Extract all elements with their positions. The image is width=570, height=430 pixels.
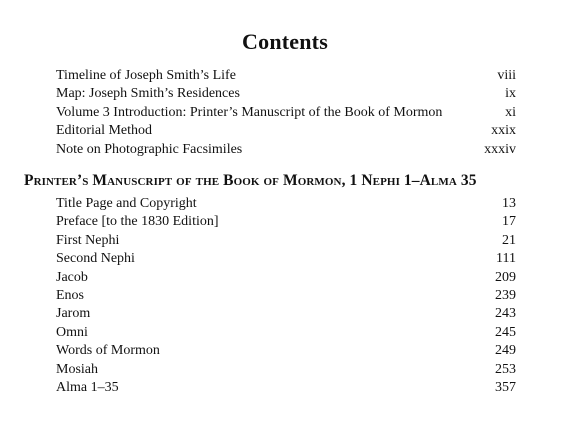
toc-entry-label: Mosiah [56, 361, 98, 377]
toc-entry-page: 209 [495, 269, 516, 285]
toc-entry-page: 13 [502, 196, 516, 211]
toc-entry-jacob[interactable] [56, 269, 516, 287]
toc-entry-label: Enos [56, 287, 84, 303]
toc-entry-mosiah[interactable] [56, 361, 516, 379]
toc-entry-jarom[interactable] [56, 305, 516, 323]
section-entry-list [56, 195, 516, 397]
toc-entry-label: Second Nephi [56, 251, 135, 267]
front-matter-list [56, 67, 516, 159]
toc-entry-label: Omni [56, 324, 88, 340]
toc-entry-label: First Nephi [56, 232, 120, 248]
toc-entry-timeline[interactable] [56, 67, 516, 85]
toc-entry-introduction[interactable] [56, 104, 516, 122]
toc-entry-page: xxxiv [484, 141, 516, 157]
toc-entry-alma[interactable] [56, 379, 516, 397]
toc-entry-label: Words of Mormon [56, 343, 160, 359]
section-heading: Printer’s Manuscript of the Book of Mormon, 1 Nephi 1–Alma 35 [24, 172, 477, 189]
toc-entry-page: xxix [491, 123, 516, 139]
toc-entry-label: Map: Joseph Smith’s Residences [56, 86, 240, 102]
toc-entry-title-page[interactable] [56, 195, 516, 213]
toc-entry-map[interactable] [56, 85, 516, 103]
toc-entry-page: viii [497, 68, 516, 83]
toc-entry-page: 17 [502, 214, 516, 230]
toc-entry-page: xi [505, 104, 516, 120]
toc-entry-label: Jacob [56, 269, 88, 285]
toc-entry-words-of-mormon[interactable] [56, 342, 516, 360]
toc-entry-page: 249 [495, 343, 516, 359]
toc-entry-omni[interactable] [56, 324, 516, 342]
toc-entry-label: Note on Photographic Facsimiles [56, 141, 243, 157]
toc-entry-label: Volume 3 Introduction: Printer’s Manuscript of the Book of Mormon [56, 104, 443, 120]
toc-entry-page: 245 [495, 324, 516, 340]
toc-entry-facsimiles-note[interactable] [56, 141, 516, 159]
toc-entry-label: Jarom [56, 306, 91, 322]
toc-entry-label: Alma 1–35 [56, 379, 119, 395]
toc-entry-page: 21 [502, 232, 516, 248]
toc-entry-page: 253 [495, 361, 516, 377]
toc-entry-first-nephi[interactable] [56, 232, 516, 250]
toc-entry-preface[interactable] [56, 213, 516, 231]
toc-entry-page: 243 [495, 306, 516, 322]
toc-entry-label: Timeline of Joseph Smith’s Life [56, 68, 236, 83]
toc-entry-page: 239 [495, 287, 516, 303]
toc-entry-label: Title Page and Copyright [56, 196, 197, 211]
toc-entry-page: ix [505, 86, 516, 102]
toc-entry-page: 357 [495, 379, 516, 395]
toc-entry-enos[interactable] [56, 287, 516, 305]
toc-entry-second-nephi[interactable] [56, 250, 516, 268]
toc-entry-editorial-method[interactable] [56, 122, 516, 140]
page-title: Contents [242, 29, 328, 54]
toc-entry-label: Editorial Method [56, 123, 153, 139]
toc-entry-label: Preface [to the 1830 Edition] [56, 214, 219, 230]
toc-entry-page: 111 [496, 251, 516, 267]
